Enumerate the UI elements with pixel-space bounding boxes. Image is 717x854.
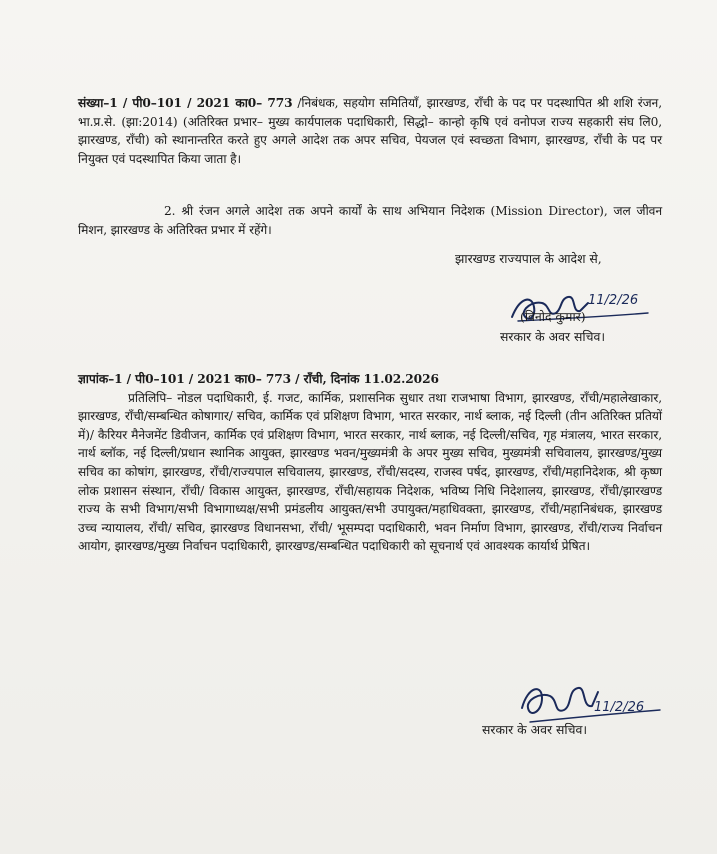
signatory-designation-1: सरकार के अवर सचिव।: [500, 329, 606, 344]
memo-reference: ज्ञापांक–1 / पी0–101 / 2021 का0– 773 / राँची, दिनांक 11.02.2026: [78, 372, 439, 386]
signatory-designation-2: सरकार के अवर सचिव।: [482, 722, 588, 737]
memo-body: प्रतिलिपि– नोडल पदाधिकारी, ई. गजट, कार्मिक, प्रशासनिक सुधार तथा राजभाषा विभाग, झारखण्ड, राँची/महालेखाकार, झारखण्ड, राँची/सम्बन्धित कोषागार/ सचिव, कार्मिक एवं प्रशिक्षण विभाग, भारत सरकार, नार्थ ब्लाक, नई दिल्ली (तीन अतिरिक्त प्रतियों में)/ कैरियर मैनेजमेंट डिवीजन, कार्मिक एवं प्रशिक्षण विभाग, भारत सरकार, नार्थ ब्लाक, नई दिल्ली/सचिव, गृह मंत्रालय, भारत सरकार, नार्थ ब्लॉक, नई दिल्ली/प्रधान स्थानिक आयुक्त, झारखण्ड भवन/मुख्यमंत्री के अपर मुख्य सचिव, मुख्यमंत्री सचिवालय, झारखण्ड/मुख्य सचिव का कोषांग, झारखण्ड, राँची/राज्यपाल सचिवालय, झारखण्ड, राँची/सदस्य, राजस्व पर्षद, झारखण्ड, राँची/महानिदेशक, श्री कृष्ण लोक प्रशासन संस्थान, राँची/ विकास आयुक्त, झारखण्ड, राँची/सहायक निदेशक, भविष्य निधि निदेशालय, झारखण्ड, राँची/झारखण्ड राज्य के सभी विभाग/सभी विभागाध्यक्ष/सभी प्रमंडलीय आयुक्त/सभी उपायुक्त/महाधिवक्ता, झारखण्ड, राँची/महानिबंधक, झारखण्ड उच्च न्यायालय, राँची/ सचिव, झारखण्ड विधानसभा, राँची/ भूसम्पदा पदाधिकारी, भवन निर्माण विभाग, झारखण्ड, राँची/राज्य निर्वाचन आयोग, झारखण्ड/मुख्य निर्वाचन पदाधिकारी, झारखण्ड/सम्बन्धित पदाधिकारी को सूचनार्थ एवं आवश्यक कार्यार्थ प्रेषित।: [78, 390, 662, 554]
order-reference: संख्या–1 / पी0–101 / 2021 का0– 773: [78, 96, 293, 110]
memo-section: [78, 370, 662, 556]
order-paragraph-1: [78, 94, 662, 168]
governor-order-line: झारखण्ड राज्यपाल के आदेश से,: [455, 251, 602, 266]
signature-2-date: 11/2/26: [594, 700, 645, 715]
signature-1-date: 11/2/26: [588, 293, 639, 308]
order-paragraph-2: 2. श्री रंजन अगले आदेश तक अपने कार्यों के साथ अभियान निदेशक (Mission Director), जल जीवन मिशन, झारखण्ड के अतिरिक्त प्रभार में रहेंगे।: [78, 204, 662, 237]
order-text: /निबंधक, सहयोग समितियाँ, झारखण्ड, राँची के पद पर पदस्थापित श्री शशि रंजन, भा.प्र.से. (झा:2014) (अतिरिक्त प्रभार– मुख्य कार्यपालक पदाधिकारी, सिद्धो– कान्हो कृषि एवं वनोपज राज्य सहकारी संघ लि0, झारखण्ड, राँची) को स्थानान्तरित करते हुए अगले आदेश तक अपर सचिव, पेयजल एवं स्वच्छता विभाग, झारखण्ड, राँची के पद पर नियुक्त एवं पदस्थापित किया जाता है।: [78, 96, 662, 166]
signatory-name: (विनोद कुमार): [520, 309, 586, 324]
